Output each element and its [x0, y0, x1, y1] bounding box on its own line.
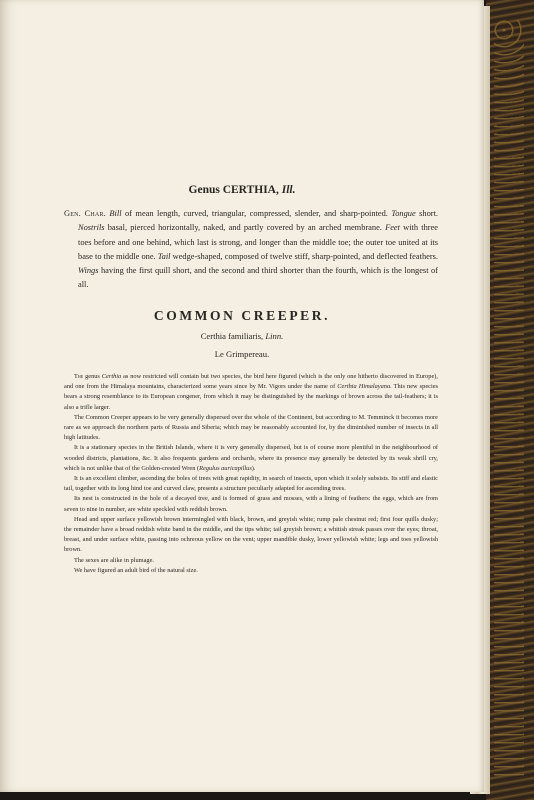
paragraph-plumage: Head and upper surface yellowish brown intermingled with black, brown, and greyish white; rump pale chestnut red; first four quills dusky; the remainder have a broad reddish white band in the middle, and the tips white; tail greyish brown; a whitish streak passes over the eyes; throat, breast, and under surface white, passing into ochreous yellow on the vent; upper mandible dusky, lower yellowish white; legs and toes yellowish brown.	[64, 515, 438, 554]
genus-authority: Ill.	[281, 184, 296, 196]
generic-characters	[64, 207, 438, 293]
french-name: Le Grimpereau.	[214, 349, 270, 359]
latin-name: Certhia familiaris,	[200, 331, 264, 341]
tongue-text: short.	[415, 209, 438, 218]
paragraph-nest: Its nest is constructed in the hole of a decayed tree, and is formed of grass and mosses, with a lining of feathers: the eggs, which are from seven to nine in number, are white speckled with reddish brown.	[64, 495, 438, 513]
tail-text: wedge-shaped, composed of twelve stiff, sharp-pointed, and deflected feathers.	[170, 251, 438, 261]
paragraph-text: genus	[83, 373, 102, 380]
species-title: COMMON CREEPER.	[153, 308, 331, 323]
gen-char-lead: Gen. Char.	[64, 209, 106, 218]
regulus-latin: Regulus auricapillus	[199, 464, 252, 472]
paragraph-sexes: The sexes are alike in plumage.	[74, 556, 154, 564]
wings-term: Wings	[78, 266, 99, 276]
species-name: Certhia Himalayana.	[337, 383, 392, 391]
paragraph-text: This new species bears a strong resemblance to its European congener, from which it may be distinguished by the markings of brown across the tail-feathers; it is also a trifle larger.	[64, 383, 438, 411]
paragraph-text: ).	[251, 464, 256, 472]
feet-text: with three toes before and one behind, which last is strong, and longer than the middle toe; the outer toe united at its base to the middle one.	[78, 223, 438, 261]
tongue-term: Tongue	[391, 209, 416, 218]
latin-name-line	[0, 331, 484, 341]
nostrils-text: basal, pierced horizontally, naked, and partly covered by an arched membrane.	[104, 223, 382, 233]
gilt-binding-edge	[486, 0, 534, 800]
tail-term: Tail	[157, 251, 171, 261]
latin-author: Linn.	[265, 331, 284, 341]
paragraph-climbing: It is an excellent climber, ascending the boles of trees with great rapidity, in search of insects, upon which it solely subsists. Its stiff and elastic tail, together with its long hind toe and curved claw, presents a structure peculiarly adapted for ascending trees.	[64, 475, 438, 493]
bill-text: of mean length, curved, triangular, compressed, slender, and sharp-pointed.	[121, 209, 388, 218]
paragraph-lead: The	[74, 373, 84, 380]
paragraph-text: It is a stationary species in the British Islands, where it is very generally dispersed, but is of course more plentiful in the neighbourhood of wooded districts, plantations, &c. It also frequents gardens and orchards, where its presence may generally be detected by its weak shrill cry, which is not unlike that of the Golden-crested Wren (	[64, 444, 438, 472]
wings-text: having the first quill short, and the second and third shorter than the fourth, which is the longest of all.	[78, 266, 438, 290]
feet-term: Feet	[385, 223, 400, 233]
paragraph-text: as now restricted will contain but two species, the bird here figured (which is the only one hitherto discovered in Europe), and one from the Himalaya mountains, characterized some years since by Mr. Vigors under the name of	[64, 373, 438, 391]
genus-heading	[0, 184, 484, 196]
nostrils-term: Nostrils	[78, 223, 105, 233]
bill-term: Bill	[109, 209, 122, 218]
paragraph-genus	[64, 372, 438, 413]
genus-name: Certhia	[101, 373, 122, 380]
species-description	[64, 372, 438, 576]
paragraph-british-islands	[64, 443, 438, 474]
paragraph-figure-note: We have figured an adult bird of the natural size.	[74, 566, 198, 574]
genus-label: Genus CERTHIA,	[188, 184, 279, 196]
paragraph-distribution: The Common Creeper appears to be very generally dispersed over the whole of the Continent, but according to M. Temminck it becomes more rare as we approach the northern parts of Russia and Siberia; which may be reasonably accounted for, by the diminished number of insects in all high latitudes.	[64, 413, 438, 442]
